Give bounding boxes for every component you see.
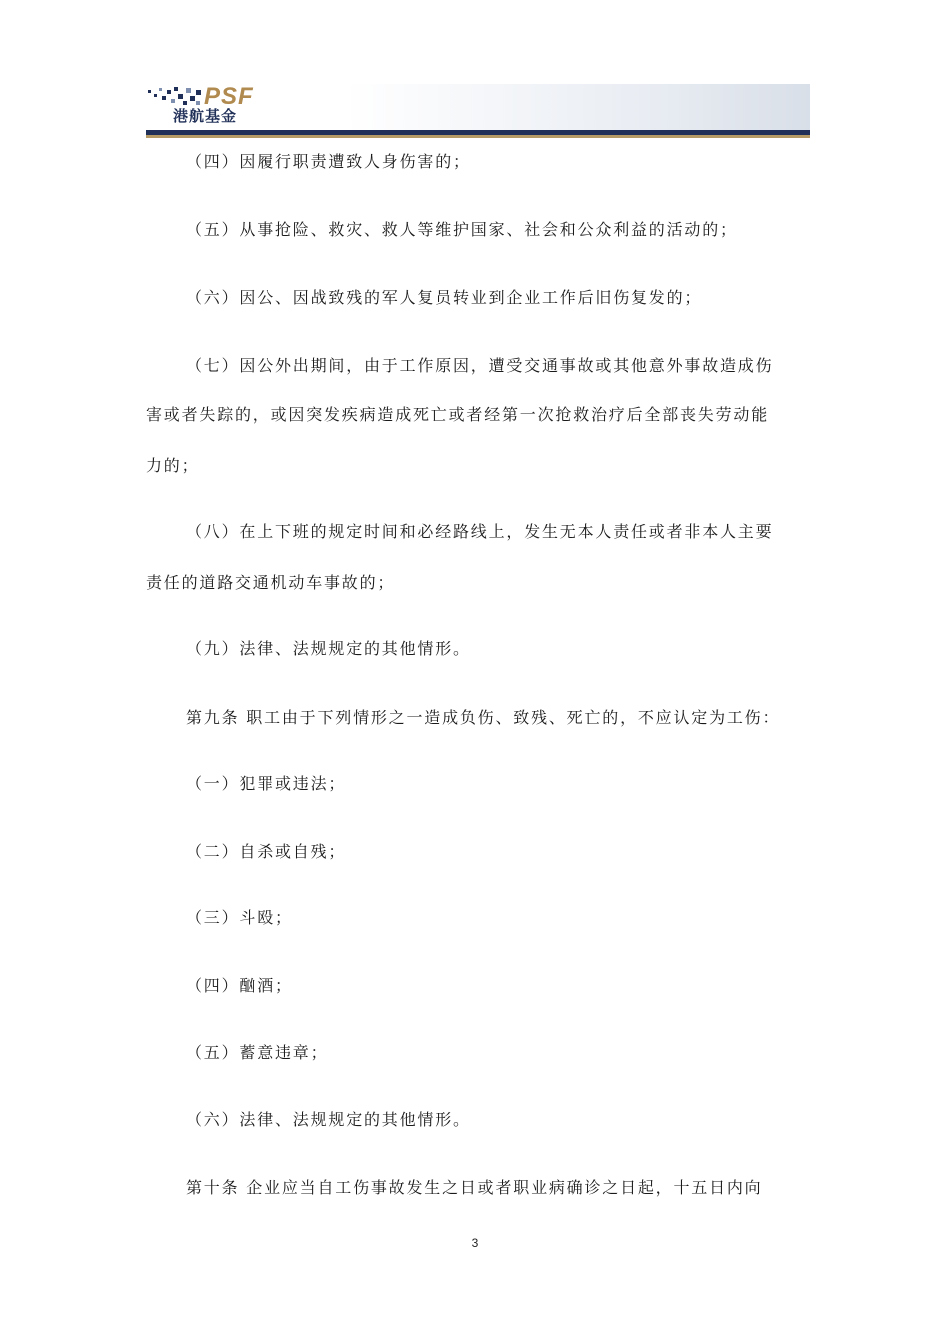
body-line: （六）法律、法规规定的其他情形。: [186, 1110, 471, 1129]
body-line: （八）在上下班的规定时间和必经路线上，发生无本人责任或者非本人主要: [186, 522, 774, 541]
psf-logo: [146, 84, 276, 128]
article-heading-line: 第十条 企业应当自工伤事故发生之日或者职业病确诊之日起，十五日内向: [186, 1178, 763, 1197]
body-line: （三）斗殴；: [186, 908, 293, 927]
body-line: （四）酗酒；: [186, 976, 293, 995]
body-line: （四）因履行职责遭致人身伤害的；: [186, 152, 471, 171]
body-line: （九）法律、法规规定的其他情形。: [186, 639, 471, 658]
body-line: （二）自杀或自残；: [186, 842, 347, 861]
body-line: 力的；: [146, 456, 200, 475]
page-header: [146, 84, 810, 140]
header-rule-gold: [146, 135, 810, 138]
body-line: （六）因公、因战致残的军人复员转业到企业工作后旧伤复发的；: [186, 288, 703, 307]
body-line: 责任的道路交通机动车事故的；: [146, 573, 396, 592]
body-line: （一）犯罪或违法；: [186, 774, 347, 793]
body-line: （五）从事抢险、救灾、救人等维护国家、社会和公众利益的活动的；: [186, 220, 738, 239]
body-line: （五）蓄意违章；: [186, 1043, 329, 1062]
body-line: （七）因公外出期间，由于工作原因，遭受交通事故或其他意外事故造成伤: [186, 356, 774, 375]
article-heading-line: 第九条 职工由于下列情形之一造成负伤、致残、死亡的，不应认定为工伤：: [186, 708, 781, 727]
body-line: 害或者失踪的，或因突发疾病造成死亡或者经第一次抢救治疗后全部丧失劳动能: [146, 405, 770, 424]
logo-latin-text: PSF: [204, 83, 254, 110]
logo-chinese-text: 港航基金: [173, 107, 238, 125]
page-number: 3: [471, 1236, 479, 1250]
